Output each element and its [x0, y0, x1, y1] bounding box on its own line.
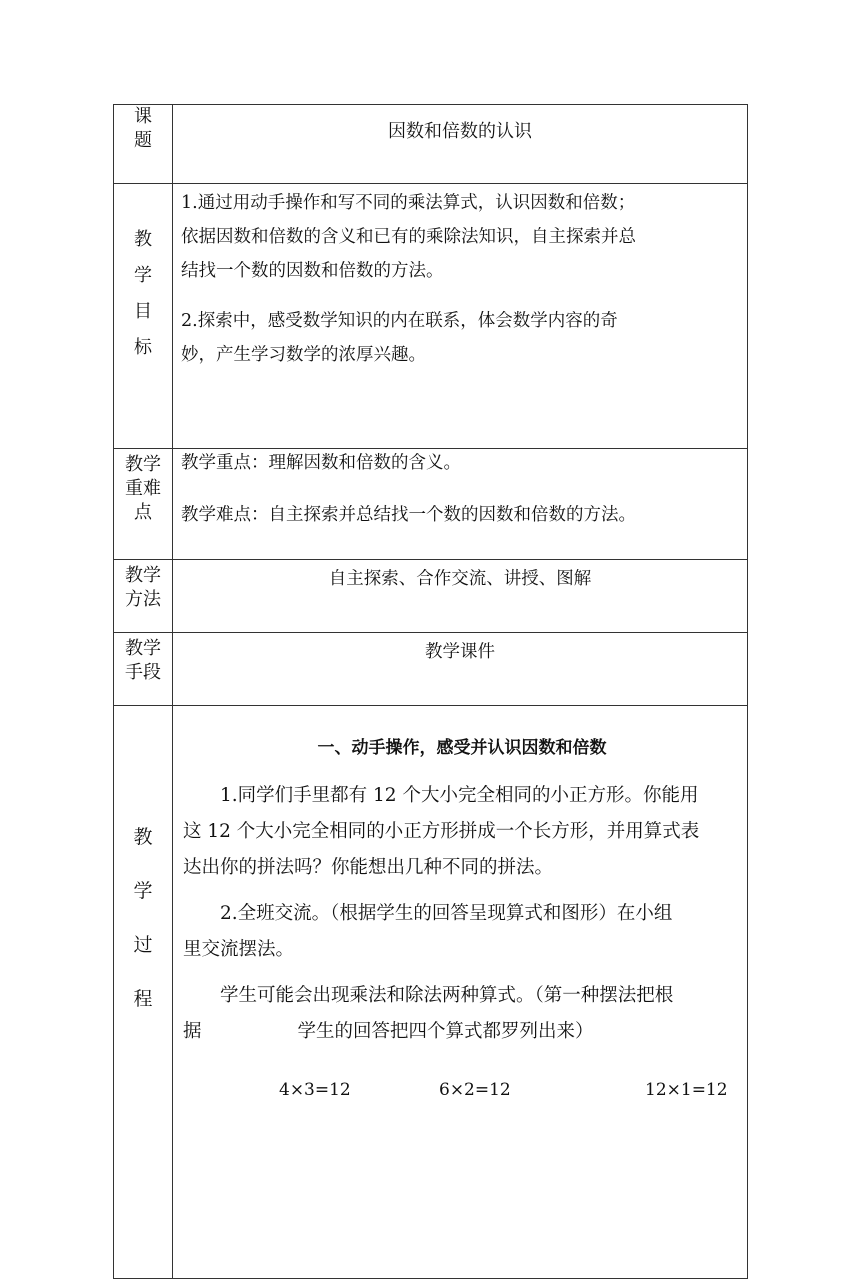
- goal-1: 1.通过用动手操作和写不同的乘法算式，认识因数和倍数； 依据因数和倍数的含义和已有的乘除法知识，自主探索并总 结找一个数的因数和倍数的方法。: [181, 193, 636, 281]
- method-row: [114, 560, 748, 633]
- topic-content: 因数和倍数的认识: [173, 105, 748, 184]
- paragraph-2: 2.全班交流。（根据学生的回答呈现算式和图形）在小组 里交流摆法。: [183, 903, 673, 960]
- process-row: [114, 706, 748, 1279]
- process-label: 教 学 过 程: [114, 706, 173, 1279]
- paragraph-3: 学生可能会出现乘法和除法两种算式。（第一种摆法把根 据 学生的回答把四个算式都罗列出来）: [183, 985, 674, 1042]
- keypoints-label: 教学 重难 点: [114, 449, 173, 560]
- focus-text: 教学重点：理解因数和倍数的含义。: [181, 453, 461, 473]
- method-label: 教学 方法: [114, 560, 173, 633]
- equation-2: 6×2=12: [439, 1080, 511, 1100]
- paragraph-1: 1.同学们手里都有 12 个大小完全相同的小正方形。你能用 这 12 个大小完全相同的小正方形拼成一个长方形，并用算式表 达出你的拼法吗？你能想出几种不同的拼法。: [183, 785, 700, 878]
- lesson-plan-table: [113, 104, 748, 1279]
- goals-label: 教 学 目 标: [114, 184, 173, 449]
- equation-3: 12×1=12: [645, 1080, 728, 1100]
- goal-2: 2.探索中，感受数学知识的内在联系，体会数学内容的奇 妙，产生学习数学的浓厚兴趣。: [181, 311, 618, 365]
- equation-1: 4×3=12: [279, 1080, 351, 1100]
- means-row: [114, 633, 748, 706]
- topic-row: [114, 105, 748, 184]
- means-label: 教学 手段: [114, 633, 173, 706]
- keypoints-content: [173, 449, 748, 560]
- topic-label: 课 题: [114, 105, 173, 184]
- section-title: 一、动手操作，感受并认识因数和倍数: [317, 738, 607, 758]
- goals-row: [114, 184, 748, 449]
- equations-row: [183, 1072, 741, 1108]
- process-content: [173, 706, 748, 1279]
- difficulty-text: 教学难点：自主探索并总结找一个数的因数和倍数的方法。: [181, 505, 636, 525]
- method-content: 自主探索、合作交流、讲授、图解: [173, 560, 748, 633]
- keypoints-row: [114, 449, 748, 560]
- goals-content: [173, 184, 748, 449]
- means-content: 教学课件: [173, 633, 748, 706]
